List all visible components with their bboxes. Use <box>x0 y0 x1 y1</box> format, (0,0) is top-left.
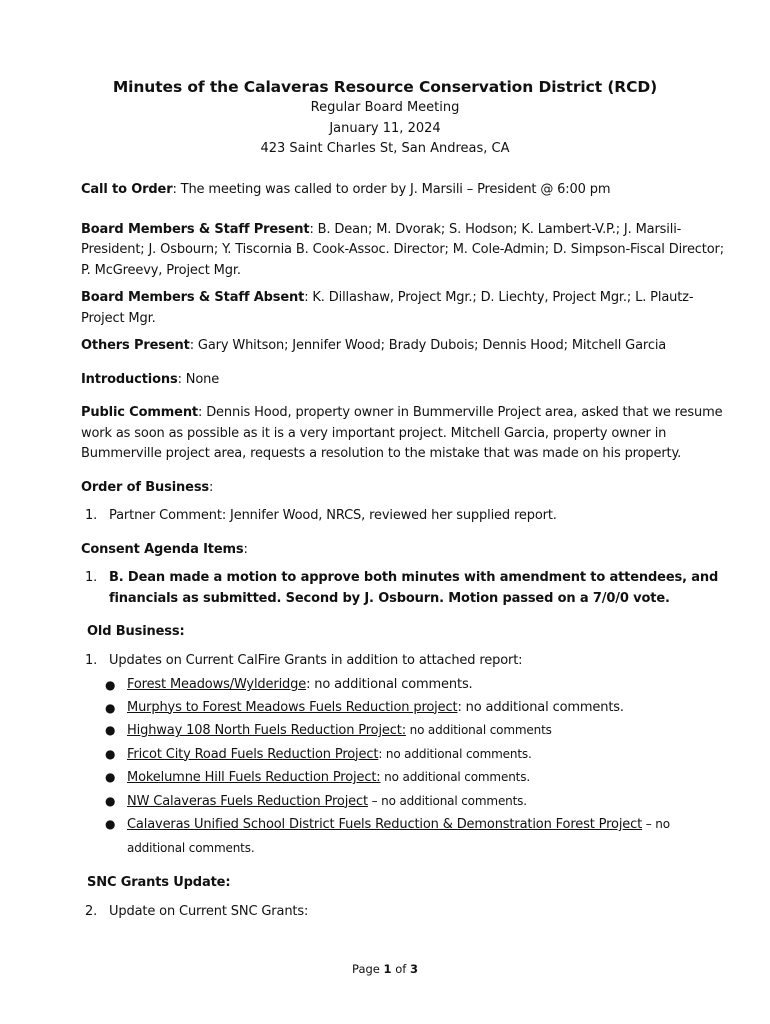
list-item <box>105 697 731 720</box>
old-business-item <box>81 651 731 672</box>
grant-comment: – no additional comments. <box>367 793 527 808</box>
list-item <box>105 719 731 743</box>
list-item <box>105 790 731 814</box>
grant-comment: : no additional comments. <box>378 746 532 761</box>
others-present <box>81 336 731 357</box>
grant-project-name: NW Calaveras Fuels Reduction Project <box>127 793 368 809</box>
introductions-text: : None <box>177 371 220 387</box>
list-item <box>105 743 731 767</box>
members-absent-text: : K. Dillashaw, Project Mgr.; D. Liechty, Project Mgr.; L. Plautz-Project Mgr. <box>81 290 694 326</box>
bullet-icon: ● <box>105 793 116 808</box>
bullet-icon: ● <box>105 678 116 692</box>
snc-grants-heading <box>81 873 731 894</box>
order-of-business-item <box>81 506 731 527</box>
bullet-icon: ● <box>105 723 116 737</box>
page-total: 3 <box>409 962 418 976</box>
bullet-icon: ● <box>105 817 116 831</box>
order-of-business-label: Order of Business <box>81 479 209 495</box>
snc-grants-item <box>81 902 731 923</box>
item-number: 1. <box>85 652 98 668</box>
minutes-body <box>81 180 731 922</box>
grant-comment: : no additional comments. <box>457 699 624 715</box>
call-to-order-label: Call to Order <box>81 182 173 197</box>
members-present-label: Board Members & Staff Present <box>81 221 310 237</box>
consent-agenda-item <box>81 568 731 609</box>
list-item <box>105 674 731 697</box>
consent-agenda-heading <box>81 540 731 561</box>
introductions <box>81 370 731 391</box>
meeting-date: January 11, 2024 <box>329 120 441 136</box>
public-comment-text: : Dennis Hood, property owner in Bummerville Project area, asked that we resume work as soon as possible as it is a very important project. Mitchell Garcia, property owner in Bummerville project area, requests a resolution to the mistake that was made on his property. <box>81 405 723 461</box>
bullet-icon: ● <box>105 700 116 715</box>
members-present <box>81 220 731 282</box>
order-of-business-colon: : <box>209 479 214 495</box>
members-absent <box>81 288 731 329</box>
grant-project-name: Forest Meadows/Wylderidge <box>127 677 307 692</box>
old-business-heading <box>81 622 731 643</box>
bullet-icon: ● <box>105 770 116 784</box>
page-prefix: Page <box>352 962 384 976</box>
item-text: Updates on Current CalFire Grants in addition to attached report: <box>109 652 523 668</box>
call-to-order <box>81 180 731 201</box>
grant-project-name: Mokelumne Hill Fuels Reduction Project: <box>127 770 381 785</box>
grant-project-name: Murphys to Forest Meadows Fuels Reduction project <box>127 699 458 715</box>
public-comment <box>81 403 731 465</box>
document-header <box>0 76 770 160</box>
old-business-label: Old Business: <box>87 624 185 639</box>
grant-comment: : no additional comments. <box>306 677 473 692</box>
members-absent-label: Board Members & Staff Absent <box>81 290 305 305</box>
consent-agenda-colon: : <box>243 541 248 557</box>
grant-project-name: Fricot City Road Fuels Reduction Project <box>127 746 379 762</box>
item-number: 1. <box>85 508 98 523</box>
consent-agenda-label: Consent Agenda Items <box>81 541 244 557</box>
grant-comment: no additional comments <box>405 723 552 737</box>
calfire-grants-list <box>81 674 731 860</box>
grant-project-name: Highway 108 North Fuels Reduction Project: <box>127 723 406 738</box>
meeting-address: 423 Saint Charles St, San Andreas, CA <box>260 141 510 156</box>
grant-comment: – no additional comments. <box>127 817 670 855</box>
list-item <box>105 766 731 790</box>
meeting-type: Regular Board Meeting <box>310 100 460 115</box>
list-item <box>105 813 731 860</box>
others-present-text: : Gary Whitson; Jennifer Wood; Brady Dubois; Dennis Hood; Mitchell Garcia <box>189 338 667 353</box>
item-number: 1. <box>85 570 98 585</box>
item-text: Partner Comment: Jennifer Wood, NRCS, reviewed her supplied report. <box>109 508 557 523</box>
others-present-label: Others Present <box>81 338 190 353</box>
page-footer <box>0 960 770 978</box>
bullet-icon: ● <box>105 746 116 761</box>
item-number: 2. <box>85 903 98 919</box>
public-comment-label: Public Comment <box>81 405 198 420</box>
introductions-label: Introductions <box>81 371 178 387</box>
grant-project-name: Calaveras Unified School District Fuels Reduction & Demonstration Forest Project <box>127 817 643 832</box>
grant-comment: no additional comments. <box>380 770 530 784</box>
order-of-business-heading <box>81 478 731 499</box>
snc-grants-label: SNC Grants Update: <box>87 875 231 890</box>
call-to-order-text: : The meeting was called to order by J. Marsili – President @ 6:00 pm <box>172 182 611 197</box>
page-number: 1 <box>383 962 392 976</box>
document-title: Minutes of the Calaveras Resource Conservation District (RCD) <box>112 78 658 96</box>
page-of: of <box>391 962 410 976</box>
members-present-text: : B. Dean; M. Dvorak; S. Hodson; K. Lambert-V.P.; J. Marsili-President; J. Osbourn; Y. Tiscornia B. Cook-Assoc. Director; M. Cole-Admin; D. Simpson-Fiscal Director; P. McGreevy, Project Mgr. <box>81 221 724 278</box>
item-text: B. Dean made a motion to approve both minutes with amendment to attendees, and financials as submitted. Second by J. Osbourn. Motion passed on a 7/0/0 vote. <box>109 570 719 606</box>
item-text: Update on Current SNC Grants: <box>109 903 309 919</box>
